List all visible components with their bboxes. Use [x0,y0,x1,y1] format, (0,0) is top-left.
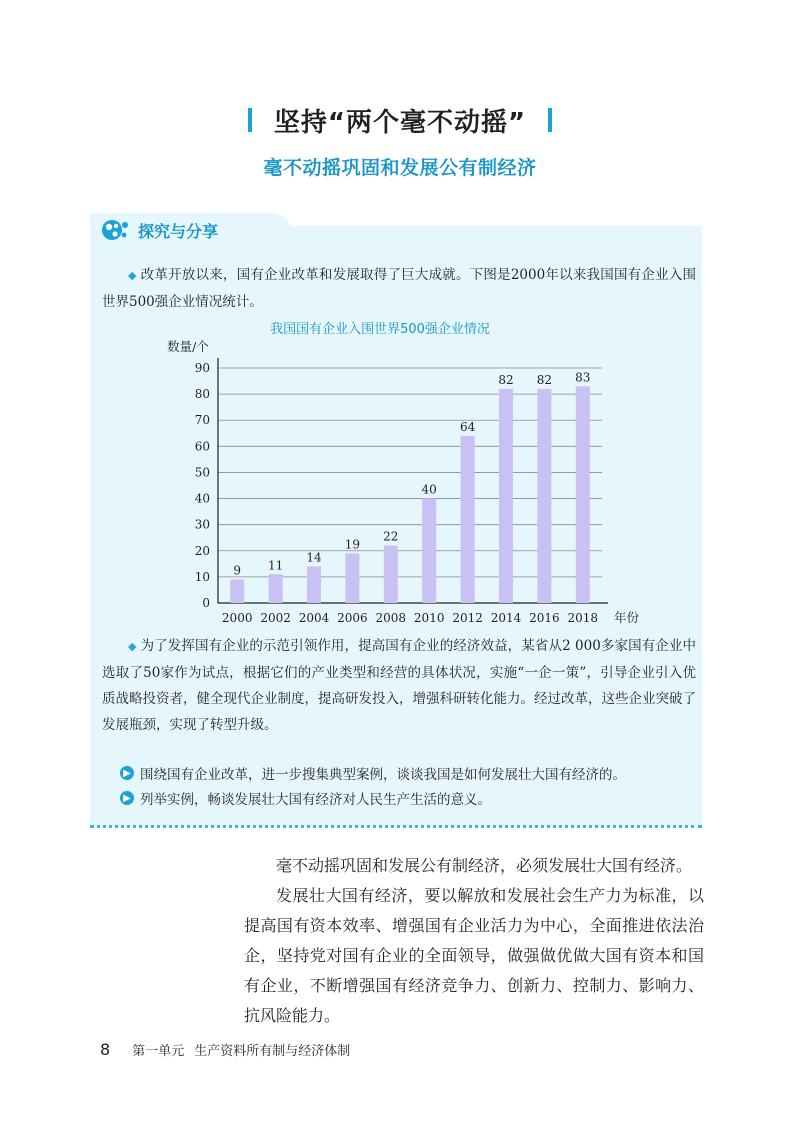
explore-label: 探究与分享 [138,221,219,241]
title-bar-left [248,108,252,132]
data-label: 83 [575,370,591,385]
x-tick-label: 2016 [529,611,560,625]
molecule-icon [100,217,130,243]
data-label: 22 [383,529,399,544]
x-tick-label: 2012 [452,611,483,625]
unit-title: 生产资料所有制与经济体制 [194,1044,351,1059]
x-tick-label: 2006 [337,611,368,625]
data-label: 82 [498,372,514,387]
data-label: 64 [459,419,476,434]
diamond-bullet-icon: ◆ [128,269,137,282]
question-1-text: 围绕国有企业改革，进一步搜集典型案例，谈谈我国是如何发展壮大国有经济的。 [140,767,626,783]
bar [576,386,590,603]
data-label: 11 [267,558,284,573]
bar [422,499,436,603]
data-label: 9 [233,563,242,578]
explore-header [100,216,218,244]
bar [230,580,244,604]
y-tick-label: 90 [194,361,210,375]
explore-paragraph-2-text: 为了发挥国有企业的示范引领作用，提高国有企业的经济效益，某省从2 000多家国有企业中选取了50家作为试点，根据它们的产业类型和经营的具体状况，实施“一企一策”，引导企业引入优质战略投资者，健全现代企业制度，提高研发投入，增强科研转化能力。经过改革，这些企业突破了发展瓶颈，实现了转型升级。 [102,638,696,733]
bar [345,553,359,603]
y-axis-label: 数量/个 [167,339,209,354]
explore-paragraph-1 [102,262,696,315]
question-2-text: 列举实例，畅谈发展壮大国有经济对人民生产生活的意义。 [140,792,491,808]
explore-paragraph-2 [102,633,696,738]
bar-chart [150,318,650,630]
title-bar-right [548,108,552,132]
y-tick-label: 10 [194,569,210,584]
x-tick-label: 2018 [567,611,599,625]
bar [499,389,513,603]
x-axis-label: 年份 [614,610,640,625]
x-tick-label: 2000 [221,611,253,625]
bar [384,546,398,603]
body-paragraph-2: 发展壮大国有经济，要以解放和发展社会生产力为标准，以提高国有资本效率、增强国有企业活力为中心，全面推进依法治企，坚持党对国有企业的全面领导，做强做优做大国有资本和国有企业，不断增强国有经济竞争力、创新力、控制力、影响力、抗风险能力。 [244,886,704,1025]
body-paragraph-1: 毫不动摇巩固和发展公有制经济，必须发展壮大国有经济。 [276,856,693,875]
y-tick-label: 30 [194,517,210,532]
bar [269,574,283,603]
y-tick-label: 0 [202,596,210,610]
data-label: 82 [536,372,553,387]
y-tick-label: 40 [194,491,210,506]
diamond-bullet-icon: ◆ [128,640,137,653]
arrow-circle-icon: ▶ [120,766,134,780]
data-label: 40 [421,482,437,497]
y-tick-label: 80 [194,387,210,402]
bar [461,436,475,603]
x-tick-label: 2010 [413,611,445,625]
x-tick-label: 2004 [298,611,330,625]
x-tick-label: 2002 [260,611,291,625]
chart-title: 我国国有企业入围世界500强企业情况 [270,322,490,337]
data-label: 14 [306,550,322,565]
page-number: 8 [100,1040,111,1059]
x-tick-label: 2008 [375,611,407,625]
question-1 [120,763,626,783]
y-tick-label: 20 [194,543,210,558]
question-2 [120,788,491,808]
bar [307,566,321,603]
section-title-text: 坚持“两个毫不动摇” [273,107,527,138]
arrow-circle-icon: ▶ [120,791,134,805]
data-label: 19 [344,537,361,552]
bar [537,389,551,603]
y-tick-label: 50 [194,465,210,480]
dotted-divider [90,825,702,828]
page-footer [100,1040,350,1059]
y-tick-label: 70 [194,413,210,428]
subtitle: 毫不动摇巩固和发展公有制经济 [263,157,537,179]
unit-label: 第一单元 [132,1044,185,1059]
x-tick-label: 2014 [490,611,522,625]
explore-paragraph-1-text: 改革开放以来，国有企业改革和发展取得了巨大成就。下图是2000年以来我国国有企业入围世界500强企业情况统计。 [102,267,696,310]
section-title [0,100,800,140]
y-tick-label: 60 [194,439,210,454]
